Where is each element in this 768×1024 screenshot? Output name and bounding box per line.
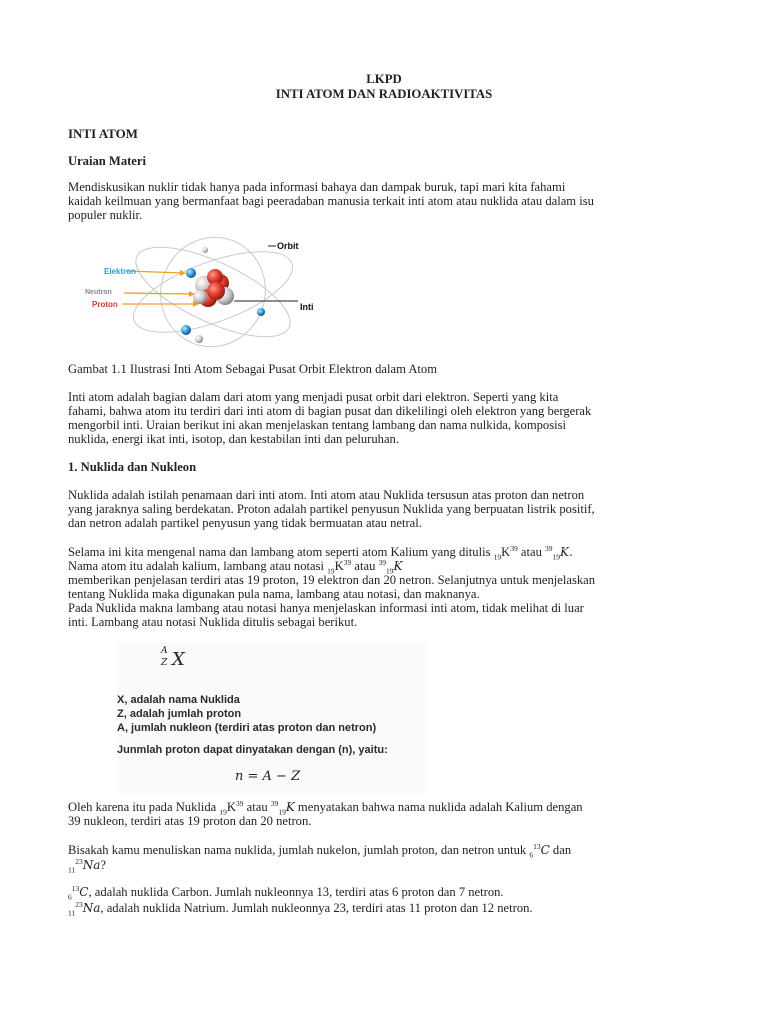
subsection-title: Uraian Materi xyxy=(68,154,146,168)
para2-line-2: fahami, bahwa atom itu terdiri dari inti atom di bagian pusat dan dikelilingi oleh elektron yang bergerak xyxy=(68,404,592,418)
answer-carbon: $_6^{13}$C, adalah nuklida Carbon. Jumlah nukleonnya 13, terdiri atas 6 proton dan 7 netron. xyxy=(68,883,504,902)
para2-line-4: nuklida, energi ikat inti, isotop, dan kestabilan inti dan peluruhan. xyxy=(68,432,399,446)
nucleus-icon xyxy=(193,269,234,307)
intro-line-3: populer nuklir. xyxy=(68,208,143,222)
label-neutron: Neutron xyxy=(85,289,112,296)
notation-line-a: A, jumlah nukleon (terdiri atas proton dan netron) xyxy=(117,722,377,734)
para4-line-2: Nama atom itu adalah kalium, lambang atau notasi $_{19}K^{39}$ atau $^{39}_{19}$K xyxy=(68,557,403,576)
heading-nuklida: 1. Nuklida dan Nukleon xyxy=(68,460,197,474)
label-proton: Proton xyxy=(92,300,118,309)
question-line-2: $_{11}^{23}$Na? xyxy=(68,856,106,875)
para2-line-3: mengorbil inti. Uraian berikut ini akan menjelaskan tentang lambang dan nama nulkida, komposisi xyxy=(68,418,567,432)
para4-line-3: memberikan penjelasan terdiri atas 19 proton, 19 elektron dan 20 netron. Selanjutnya untuk menjelaskan xyxy=(68,573,596,587)
para4-line-6: inti. Lambang atau notasi Nuklida ditulis sebagai berikut. xyxy=(68,615,358,629)
para3-line-2: yang jaraknya saling berdekatan. Proton adalah partikel penyusun Nuklida yang berpuatan listrik positif, xyxy=(68,502,595,516)
notation-box: A Z X X, adalah nama Nuklida Z, adalah jumlah proton A, jumlah nukleon (terdiri atas proton dan netron) Junmlah proton dapat dinyatakan dengan (n), yaitu: n = A − Z xyxy=(117,643,427,793)
intro-line-2: kaidah keilmuan yang bermanfaat bagi peeradaban manusia terkait inti atom atau nuklida atau dalam isu xyxy=(68,194,594,208)
doc-title: INTI ATOM DAN RADIOAKTIVITAS xyxy=(275,87,493,101)
electron-icon xyxy=(186,268,196,278)
notation-line-x: X, adalah nama Nuklida xyxy=(117,694,240,706)
para5-line-2: 39 nukleon, terdiri atas 19 proton dan 20 netron. xyxy=(68,814,312,828)
label-elektron: Elektron xyxy=(104,267,137,276)
neutron-formula: n = A − Z xyxy=(235,769,301,784)
para4-line-5: Pada Nuklida makna lambang atau notasi hanya menjelaskan informasi inti atom, tidak melihat di luar xyxy=(68,601,584,615)
label-inti: Inti xyxy=(300,302,314,312)
notation-line-z: Z, adalah jumlah proton xyxy=(117,708,242,720)
para3-line-3: dan netron adalah partikel penyusun yang tidak bermuatan atau netral. xyxy=(68,516,422,530)
notation-line-n: Junmlah proton dapat dinyatakan dengan (n), yaitu: xyxy=(117,744,388,756)
section-title: INTI ATOM xyxy=(68,126,138,141)
intro-line-1: Mendiskusikan nuklir tidak hanya pada informasi bahaya dan dampak buruk, tapi mari kita fahami xyxy=(68,180,566,194)
para3-line-1: Nuklida adalah istilah penamaan dari inti atom. Inti atom atau Nuklida tersusun atas proton dan netron xyxy=(68,488,585,502)
para2-line-1: Inti atom adalah bagian dalam dari atom yang menjadi pusat orbit dari elektron. Seperti yang kita xyxy=(68,390,559,404)
doc-label: LKPD xyxy=(366,72,402,86)
label-orbit: Orbit xyxy=(277,241,299,251)
answer-natrium: $_{11}^{23}$Na, adalah nuklida Natrium. Jumlah nukleonnya 23, terdiri atas 11 proton dan 12 netron. xyxy=(68,899,533,918)
para4-line-1: Selama ini kita mengenal nama dan lambang atom seperti atom Kalium yang ditulis $_{19}K^{39}$ atau $^{39}_{19}$K. xyxy=(68,543,573,562)
question-line-1: Bisakah kamu menuliskan nama nuklida, jumlah nukelon, jumlah proton, dan netron untuk $_6^{13}$C dan xyxy=(68,841,572,860)
atom-illustration xyxy=(80,233,320,351)
para4-line-4: tentang Nuklida maka digunakan pula nama, lambang atau notasi, dan maknanya. xyxy=(68,587,480,601)
figure-caption: Gambat 1.1 Ilustrasi Inti Atom Sebagai Pusat Orbit Elektron dalam Atom xyxy=(68,362,438,376)
para5-line-1: Oleh karena itu pada Nuklida $_{19}K^{39}$ atau $^{39}_{19}$K menyatakan bahwa nama nuklida adalah Kalium dengan xyxy=(68,798,583,817)
